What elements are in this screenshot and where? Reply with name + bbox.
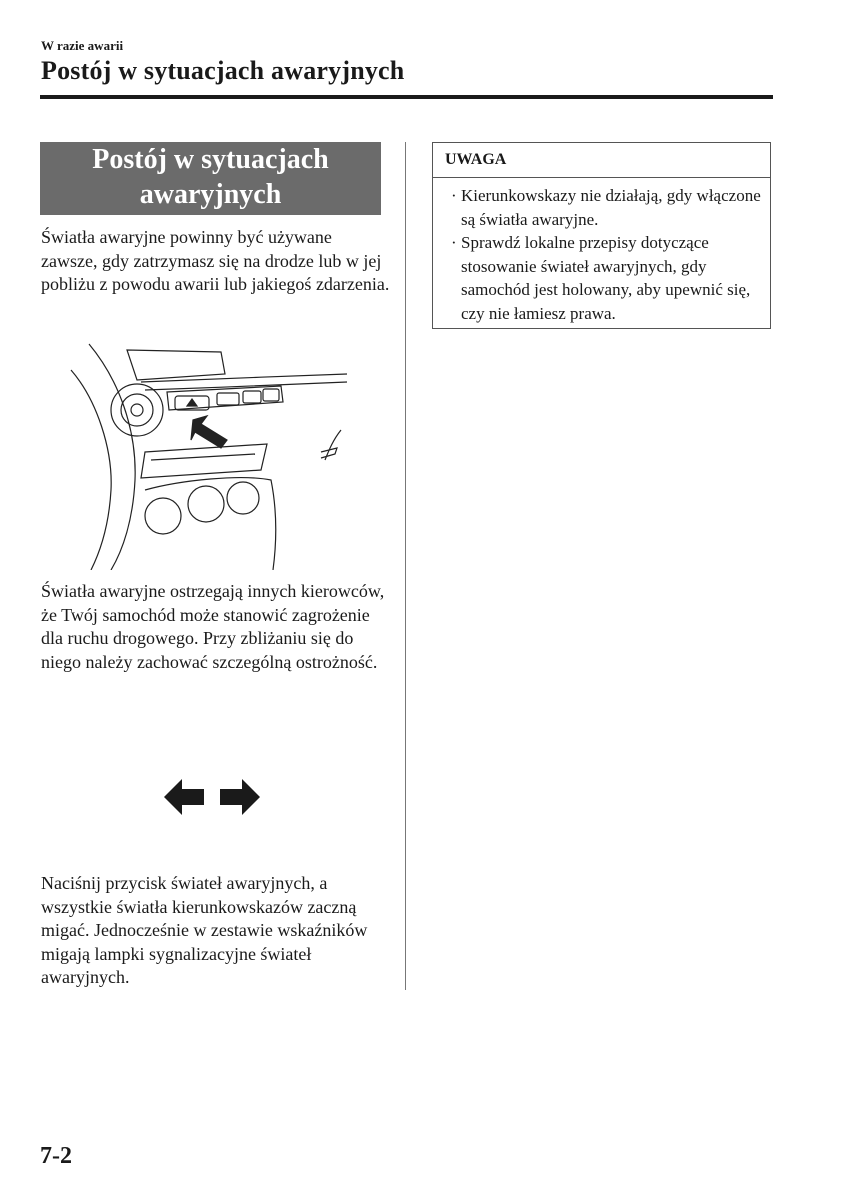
note-item-text: Kierunkowskazy nie działają, gdy włączone są światła awaryjne.: [461, 186, 761, 229]
switch-4: [263, 389, 279, 401]
section-heading: [40, 142, 381, 215]
column-divider: [405, 142, 406, 990]
section-heading-line2: awaryjnych: [139, 179, 282, 210]
note-item-text: Sprawdź lokalne przepisy dotyczące stosowanie świateł awaryjnych, gdy samochód jest holowany, aby upewnić się, czy nie łamiesz prawa.: [461, 233, 751, 323]
center-console-slot: [141, 444, 267, 478]
note-item: [451, 184, 762, 231]
page-number: 7-2: [40, 1143, 72, 1169]
chapter-label: W razie awarii: [41, 38, 124, 53]
section-heading-line1: Postój w sytuacjach: [92, 144, 329, 175]
hazard-button-illustration: [41, 340, 361, 570]
climate-knob-center: [188, 486, 224, 522]
bullet-icon: ·: [451, 186, 457, 205]
dash-detail: [321, 448, 337, 458]
press-button-paragraph: Naciśnij przycisk świateł awaryjnych, a wszystkie światła kierunkowskazów zaczną migać. Jednocześnie w zestawie wskaźników migają lampki sygnalizacyjne świateł awaryjnych.: [41, 873, 368, 987]
steering-wheel-rim-inner: [71, 370, 111, 570]
console-outline: [145, 478, 276, 570]
air-vent-outer: [111, 384, 163, 436]
page-title: Postój w sytuacjach awaryjnych: [41, 56, 405, 85]
note-box: [432, 142, 771, 329]
switch-2: [217, 393, 239, 405]
note-item: [451, 231, 762, 325]
right-arrow-icon: [220, 779, 260, 815]
intro-paragraph: Światła awaryjne powinny być używane zawsze, gdy zatrzymasz się na drodze lub w jej pobliżu z powodu awarii lub jakiegoś zdarzenia.: [41, 227, 390, 294]
air-vent-inner: [121, 394, 153, 426]
bullet-icon: ·: [451, 233, 457, 252]
note-list: [433, 178, 770, 325]
header-divider: [40, 95, 773, 99]
display-screen: [127, 350, 225, 380]
note-heading: UWAGA: [433, 143, 770, 178]
switch-panel: [167, 386, 283, 410]
left-arrow-icon: [164, 779, 204, 815]
dash-line-2: [145, 382, 347, 390]
climate-knob-left: [145, 498, 181, 534]
dash-edge: [325, 430, 341, 460]
climate-knob-right: [227, 482, 259, 514]
hazard-triangle-icon: [187, 399, 197, 406]
warning-paragraph: Światła awaryjne ostrzegają innych kierowców, że Twój samochód może stanowić zagrożenie dla ruchu drogowego. Przy zbliżaniu się do niego należy zachować szczególną ostrożność.: [41, 581, 385, 672]
air-vent-center: [131, 404, 143, 416]
console-slot-line: [151, 454, 255, 460]
pointer-arrow-icon: [191, 416, 227, 448]
steering-wheel-rim-outer: [89, 344, 135, 570]
turn-signal-arrows-icon: [164, 777, 260, 817]
switch-3: [243, 391, 261, 403]
